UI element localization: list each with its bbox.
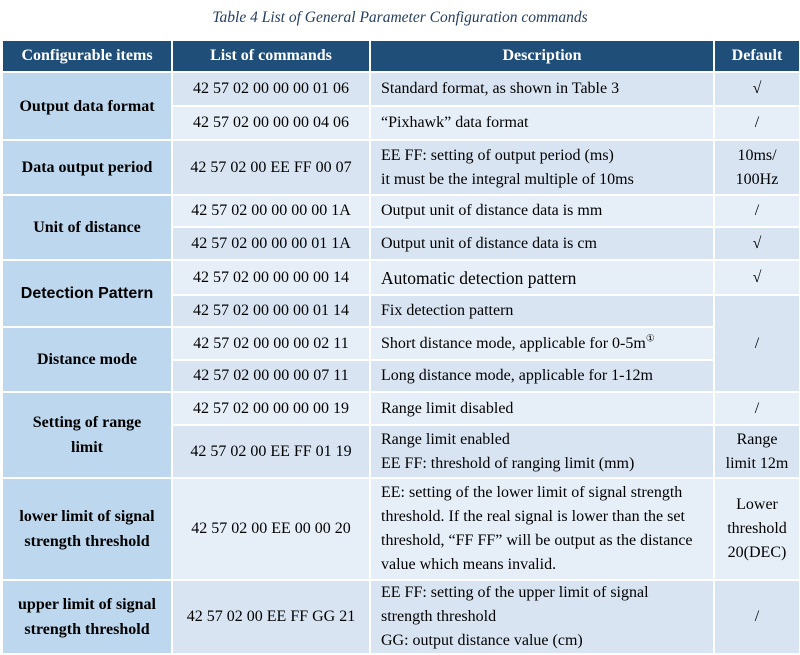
item-label: Detection Pattern [20,285,154,302]
description-line: Automatic detection pattern [381,267,577,288]
command-cell: 42 57 02 00 00 00 04 06 [172,106,370,140]
description-line: it must be the integral multiple of 10ms [381,170,634,188]
description-line: GG: output distance value (cm) [381,632,583,649]
description-line: Fix detection pattern [381,302,514,319]
description-line: “Pixhawk” data format [381,114,529,131]
description-cell [370,72,714,106]
description-cell [370,227,714,260]
command-cell: 42 57 02 00 00 00 01 06 [172,72,370,106]
default-value: 100Hz [735,170,779,188]
default-cell [714,72,800,106]
item-label: Data output period [21,159,153,176]
item-upper-limit-of-signal-strength-threshold [2,580,172,654]
header-list-of-commands: List of commands [172,40,370,72]
header-default: Default [714,40,800,72]
item-lower-limit-of-signal-strength-threshold [2,478,172,580]
default-cell [714,227,800,260]
default-value: / [754,399,760,417]
description-line: strength threshold [381,608,497,625]
description-line: EE FF: threshold of ranging limit (mm) [381,454,635,472]
description-line: EE FF: setting of the upper limit of signal [381,584,649,601]
description-cell [370,260,714,295]
default-value: threshold [727,520,787,537]
footnote-mark: ① [645,333,655,345]
default-cell [714,195,800,227]
table-row [2,195,800,227]
item-unit-of-distance [2,195,172,260]
description-cell [370,392,714,425]
description-cell [370,295,714,327]
table-body [2,72,800,654]
table-caption: Table 4 List of General Parameter Configuration commands [212,9,588,26]
description-cell [370,580,714,654]
header-row [2,40,800,72]
item-output-data-format [2,72,172,140]
default-value: 20(DEC) [727,544,787,561]
table-row [2,392,800,425]
description-cell [370,425,714,478]
item-label: strength threshold [24,621,150,638]
default-cell [714,106,800,140]
item-label: lower limit of signal [19,508,155,525]
description-cell [370,140,714,195]
table-row [2,327,800,360]
item-label: limit [71,439,103,456]
command-cell: 42 57 02 00 EE FF 00 07 [172,140,370,195]
description-line: threshold. If the real signal is lower than the set [381,508,685,525]
command-cell: 42 57 02 00 00 00 02 11 [172,327,370,360]
description-cell [370,106,714,140]
command-cell: 42 57 02 00 00 00 07 11 [172,360,370,392]
item-label: Output data format [19,97,155,115]
header-description: Description [370,40,714,72]
item-distance-mode [2,327,172,392]
default-value: Range [736,430,778,448]
default-value: / [754,334,760,352]
item-data-output-period [2,140,172,195]
item-label: upper limit of signal [18,596,156,613]
default-cell [714,425,800,478]
description-cell [370,327,714,360]
default-cell [714,392,800,425]
command-cell: 42 57 02 00 EE FF 01 19 [172,425,370,478]
default-value: 10ms/ [737,146,777,164]
item-label: strength threshold [24,533,150,550]
command-cell: 42 57 02 00 00 00 00 1A [172,195,370,227]
description-cell [370,478,714,580]
table-row [2,140,800,195]
default-value: / [754,114,760,131]
default-value: limit 12m [725,454,789,472]
default-cell [714,580,800,654]
command-cell: 42 57 02 00 00 00 01 1A [172,227,370,260]
description-cell [370,360,714,392]
description-line: Output unit of distance data is cm [381,234,597,252]
item-label: Setting of range [32,414,142,431]
description-line [381,332,707,356]
table-header [2,40,800,72]
table-row [2,72,800,106]
description-line: Long distance mode, applicable for 1-12m [381,367,653,384]
command-cell: 42 57 02 00 EE FF GG 21 [172,580,370,654]
default-value: / [754,202,760,219]
header-configurable-items: Configurable items [2,40,172,72]
default-cell-merged [714,295,800,392]
item-label: Unit of distance [33,219,141,236]
item-setting-of-range-limit [2,392,172,478]
default-value: / [754,608,760,625]
default-cell [714,478,800,580]
description-line: Standard format, as shown in Table 3 [381,80,620,97]
command-cell: 42 57 02 00 EE 00 00 20 [172,478,370,580]
table-row [2,580,800,654]
command-cell: 42 57 02 00 00 00 00 19 [172,392,370,425]
config-commands-table [1,39,800,655]
item-label: Distance mode [37,351,137,368]
description-line: Range limit enabled [381,430,510,448]
default-value: √ [752,234,762,252]
default-cell [714,260,800,295]
default-value: Lower [736,496,778,513]
command-cell: 42 57 02 00 00 00 01 14 [172,295,370,327]
default-value: √ [752,80,762,97]
description-line: threshold, “FF FF” will be output as the distance [381,532,693,549]
item-detection-pattern [2,260,172,327]
description-cell [370,195,714,227]
description-line: value which means invalid. [381,556,557,573]
table-row [2,260,800,295]
description-line: EE: setting of the lower limit of signal strength [381,484,683,501]
table-row [2,478,800,580]
default-value: √ [752,268,762,286]
description-text: Short distance mode, applicable for 0-5m [381,334,646,352]
command-cell: 42 57 02 00 00 00 00 14 [172,260,370,295]
default-cell [714,140,800,195]
description-line: EE FF: setting of output period (ms) [381,146,614,164]
description-line: Output unit of distance data is mm [381,202,603,219]
description-line: Range limit disabled [381,399,514,417]
